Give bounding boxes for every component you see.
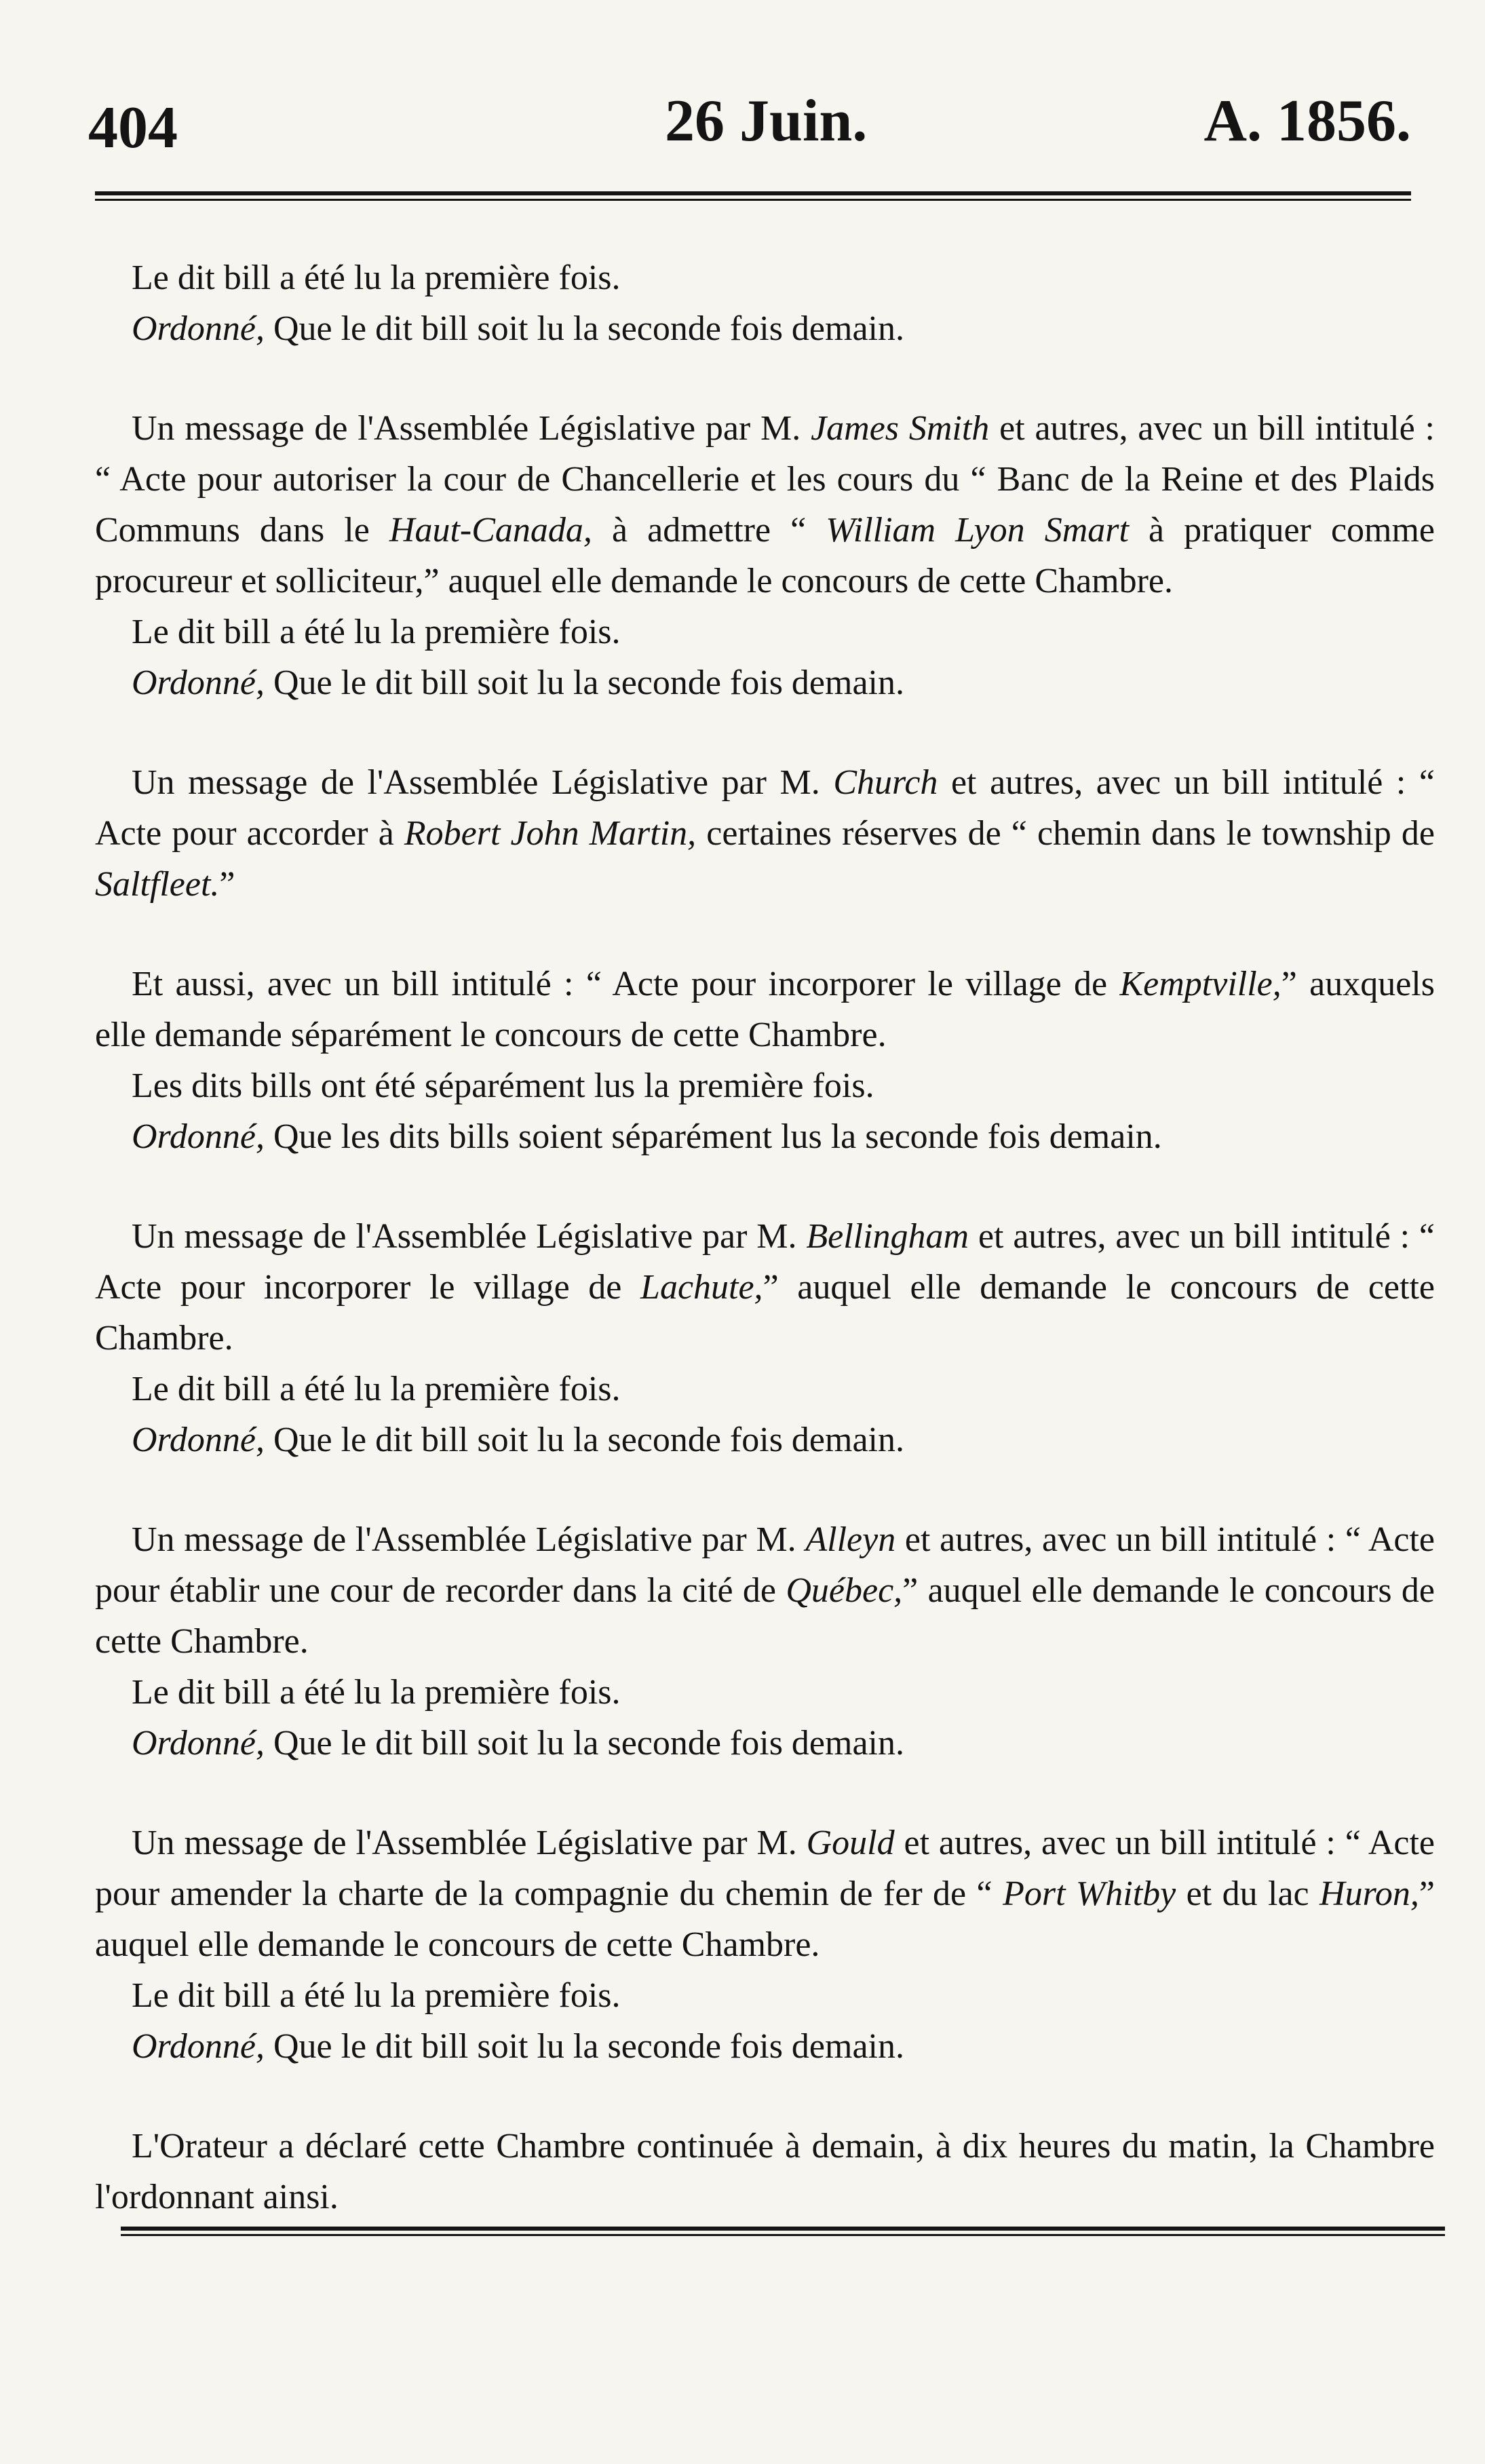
place-name: Lachute, [640, 1268, 763, 1307]
message-paragraph [95, 1514, 1435, 1667]
journal-entry [95, 1211, 1435, 1465]
place-name: Haut-Canada, [389, 511, 592, 550]
text-run: Un message de l'Assemblée Législative par M. [132, 409, 811, 448]
text-run: et autres, avec un bill intitulé : “ Acte pour amender la charte de la compagnie du chemin de fer de “ [95, 1824, 1435, 1913]
order-line [95, 657, 1435, 708]
text-run: ” auquel elle demande le concours de cette Chambre. [95, 1874, 1435, 1964]
reading-text: Le dit bill a été lu la première fois. [132, 1370, 621, 1408]
text-run: et autres, avec un bill intitulé : “ Acte pour autoriser la cour de Chancellerie et les cours du “ Banc de la Reine et des Plaids Communs dans le [95, 409, 1435, 550]
text-run: à pratiquer comme procureur et solliciteur,” auquel elle demande le concours de cette Chambre. [95, 511, 1435, 600]
order-text: Que les dits bills soient séparément lus la seconde fois demain. [264, 1117, 1162, 1156]
order-text: Que le dit bill soit lu la seconde fois demain. [264, 1724, 904, 1763]
order-line [95, 1718, 1435, 1769]
text-run: et autres, avec un bill intitulé : “ Acte pour incorporer le village de [95, 1217, 1435, 1307]
reading-line [95, 1060, 1435, 1111]
adjournment-paragraph [95, 2121, 1435, 2222]
text-run: ” auquel elle demande le concours de cette Chambre. [95, 1571, 1435, 1661]
order-label: Ordonné, [132, 2027, 265, 2066]
person-name: Robert John Martin, [404, 814, 697, 853]
journal-entry [95, 403, 1435, 708]
member-name: Church [833, 763, 938, 802]
text-run: ” [219, 865, 235, 904]
place-name: Port Whitby [1003, 1874, 1176, 1913]
order-line [95, 303, 1435, 354]
reading-line [95, 607, 1435, 657]
reading-text: Les dits bills ont été séparément lus la première fois. [132, 1066, 874, 1105]
message-paragraph [95, 1817, 1435, 1970]
header-double-rule [95, 191, 1411, 202]
place-name: Huron, [1319, 1874, 1419, 1913]
journal-body [95, 252, 1435, 2271]
order-text: Que le dit bill soit lu la seconde fois demain. [264, 663, 904, 702]
message-paragraph [95, 757, 1435, 910]
order-label: Ordonné, [132, 309, 265, 348]
footer-double-rule [121, 2227, 1445, 2237]
text-run: Un message de l'Assemblée Législative par M. [132, 1824, 807, 1862]
text-run: certaines réserves de “ chemin dans le township de [696, 814, 1435, 853]
text-run: à admettre “ [592, 511, 826, 550]
text-run: et autres, avec un bill intitulé : “ Acte pour accorder à [95, 763, 1435, 853]
reading-line [95, 252, 1435, 303]
page-header [88, 80, 1411, 168]
text-run: L'Orateur a déclaré cette Chambre continuée à demain, à dix heures du matin, la Chambre l'ordonnant ainsi. [95, 2127, 1435, 2216]
place-name: Québec, [786, 1571, 903, 1610]
text-run: Un message de l'Assemblée Législative par M. [132, 1520, 806, 1559]
text-run: Et aussi, avec un bill intitulé : “ Acte pour incorporer le village de [132, 965, 1120, 1003]
member-name: James Smith [811, 409, 990, 448]
journal-entry [95, 959, 1435, 1162]
order-label: Ordonné, [132, 1117, 265, 1156]
order-label: Ordonné, [132, 663, 265, 702]
order-line [95, 2021, 1435, 2072]
message-paragraph [95, 959, 1435, 1060]
reading-line [95, 1667, 1435, 1718]
member-name: Bellingham [806, 1217, 969, 1256]
order-label: Ordonné, [132, 1724, 265, 1763]
reading-line [95, 1970, 1435, 2021]
person-name: William Lyon Smart [826, 511, 1129, 550]
journal-entry [95, 1514, 1435, 1769]
text-run: ” auxquels elle demande séparément le concours de cette Chambre. [95, 965, 1435, 1054]
reading-line [95, 1364, 1435, 1414]
page-date: 26 Juin. [665, 88, 868, 154]
order-line [95, 1414, 1435, 1465]
order-line [95, 1111, 1435, 1162]
message-paragraph [95, 1211, 1435, 1364]
reading-text: Le dit bill a été lu la première fois. [132, 1673, 621, 1712]
text-run: Un message de l'Assemblée Législative par M. [132, 763, 834, 802]
text-run: et du lac [1176, 1874, 1320, 1913]
page-year: A. 1856. [1203, 88, 1411, 154]
order-text: Que le dit bill soit lu la seconde fois demain. [264, 309, 904, 348]
place-name: Saltfleet. [95, 865, 220, 904]
place-name: Kemptville, [1119, 965, 1281, 1003]
order-label: Ordonné, [132, 1421, 265, 1459]
reading-text: Le dit bill a été lu la première fois. [132, 258, 621, 297]
order-text: Que le dit bill soit lu la seconde fois demain. [264, 1421, 904, 1459]
message-paragraph [95, 403, 1435, 607]
text-run: ” auquel elle demande le concours de cette Chambre. [95, 1268, 1435, 1358]
journal-entry [95, 757, 1435, 910]
reading-text: Le dit bill a été lu la première fois. [132, 613, 621, 651]
journal-entry [95, 2121, 1435, 2222]
reading-text: Le dit bill a été lu la première fois. [132, 1976, 621, 2015]
member-name: Gould [806, 1824, 895, 1862]
text-run: et autres, avec un bill intitulé : “ Acte pour établir une cour de recorder dans la cité de [95, 1520, 1435, 1610]
order-text: Que le dit bill soit lu la seconde fois demain. [264, 2027, 904, 2066]
journal-entry [95, 1817, 1435, 2072]
member-name: Alleyn [805, 1520, 896, 1559]
text-run: Un message de l'Assemblée Législative par M. [132, 1217, 807, 1256]
journal-entry [95, 252, 1435, 354]
page-number: 404 [88, 95, 178, 161]
